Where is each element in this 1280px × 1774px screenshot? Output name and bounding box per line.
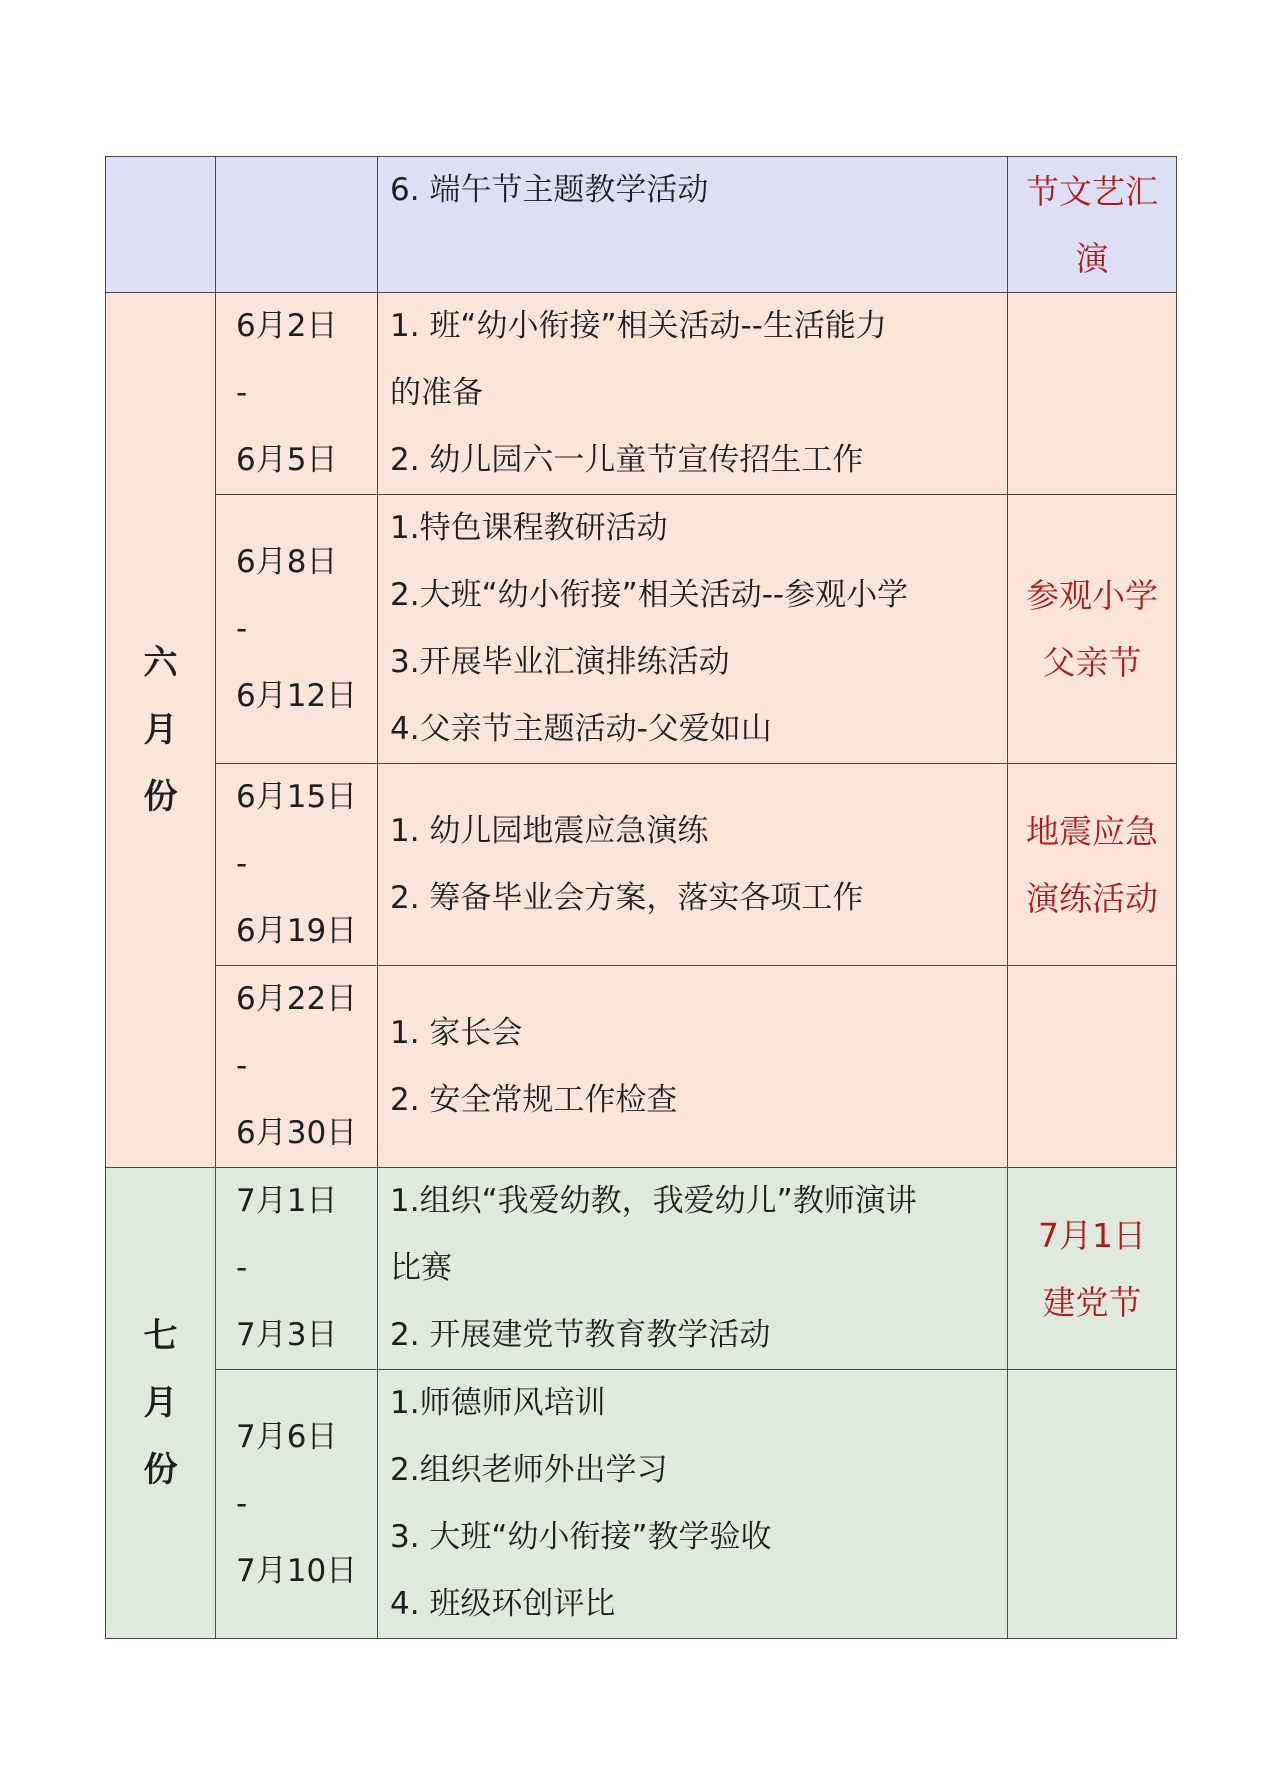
note-line: 父亲节 bbox=[1042, 643, 1142, 682]
note-line: 参观小学 bbox=[1026, 576, 1158, 615]
note-line: 节文艺汇 bbox=[1026, 171, 1158, 211]
table-row bbox=[106, 1370, 1177, 1639]
notes-cell bbox=[1008, 1370, 1177, 1639]
table-row bbox=[106, 764, 1177, 966]
date-end: 6月12日 bbox=[236, 677, 358, 714]
date-cell bbox=[216, 764, 378, 966]
activity-plan-table bbox=[105, 156, 1177, 1639]
date-start: 6月2日 bbox=[236, 308, 338, 344]
activity-line: 1.特色课程教研活动 bbox=[390, 510, 668, 546]
activity-line: 2. 开展建党节教育教学活动 bbox=[390, 1317, 771, 1353]
date-cell bbox=[216, 495, 378, 764]
date-start: 7月6日 bbox=[236, 1418, 338, 1455]
month-cell bbox=[106, 157, 216, 293]
date-end: 7月10日 bbox=[236, 1552, 358, 1589]
activity-line: 4.父亲节主题活动-父爱如山 bbox=[390, 711, 772, 747]
activity-line: 的准备 bbox=[390, 375, 483, 411]
month-cell-july bbox=[106, 1168, 216, 1639]
activities-cell bbox=[378, 495, 1008, 764]
date-cell bbox=[216, 293, 378, 495]
activities-cell bbox=[378, 966, 1008, 1168]
month-char: 月 bbox=[143, 709, 178, 750]
note-line: 演 bbox=[1075, 238, 1109, 278]
notes-cell bbox=[1008, 966, 1177, 1168]
month-char: 份 bbox=[143, 1449, 178, 1490]
activity-line: 2. 筹备毕业会方案，落实各项工作 bbox=[390, 879, 864, 916]
activities-cell bbox=[378, 157, 1008, 293]
date-separator: - bbox=[236, 610, 248, 647]
date-cell bbox=[216, 1370, 378, 1639]
date-separator: - bbox=[236, 375, 248, 411]
date-start: 6月22日 bbox=[236, 981, 358, 1017]
notes-cell bbox=[1008, 157, 1177, 293]
month-char: 份 bbox=[143, 776, 178, 817]
date-separator: - bbox=[236, 1485, 248, 1522]
date-separator: - bbox=[236, 846, 248, 882]
date-start: 6月15日 bbox=[236, 779, 358, 815]
notes-cell bbox=[1008, 293, 1177, 495]
activities-cell bbox=[378, 764, 1008, 966]
month-cell-june bbox=[106, 293, 216, 1168]
month-char: 月 bbox=[143, 1382, 178, 1423]
activity-line: 1. 幼儿园地震应急演练 bbox=[390, 812, 709, 849]
date-start: 6月8日 bbox=[236, 543, 338, 580]
activity-line: 2. 安全常规工作检查 bbox=[390, 1081, 678, 1118]
date-end: 6月19日 bbox=[236, 913, 358, 949]
notes-cell bbox=[1008, 764, 1177, 966]
month-char: 七 bbox=[143, 1315, 178, 1356]
activity-line: 3.开展毕业汇演排练活动 bbox=[390, 644, 730, 680]
activity-line: 4. 班级环创评比 bbox=[390, 1586, 616, 1622]
activity-line: 2.大班“幼小衔接”相关活动--参观小学 bbox=[390, 577, 909, 613]
date-start: 7月1日 bbox=[236, 1183, 338, 1219]
notes-cell bbox=[1008, 495, 1177, 764]
activities-cell bbox=[378, 293, 1008, 495]
note-line: 地震应急 bbox=[1026, 811, 1158, 851]
activity-line: 1. 班“幼小衔接”相关活动--生活能力 bbox=[390, 308, 887, 344]
activity-line: 比赛 bbox=[390, 1250, 452, 1286]
table-row bbox=[106, 495, 1177, 764]
table-row bbox=[106, 293, 1177, 495]
activities-cell bbox=[378, 1370, 1008, 1639]
month-char: 六 bbox=[143, 642, 178, 683]
activity-line: 1.师德师风培训 bbox=[390, 1385, 606, 1421]
date-end: 7月3日 bbox=[236, 1317, 338, 1353]
date-cell bbox=[216, 1168, 378, 1370]
activity-line: 2.组织老师外出学习 bbox=[390, 1452, 668, 1488]
activity-line: 1. 家长会 bbox=[390, 1014, 523, 1051]
note-line: 演练活动 bbox=[1026, 878, 1158, 918]
table-row bbox=[106, 1168, 1177, 1370]
table-row bbox=[106, 157, 1177, 293]
date-separator: - bbox=[236, 1250, 248, 1286]
notes-cell bbox=[1008, 1168, 1177, 1370]
date-end: 6月30日 bbox=[236, 1115, 358, 1151]
date-cell bbox=[216, 157, 378, 293]
date-separator: - bbox=[236, 1048, 248, 1084]
activity-line: 6. 端午节主题教学活动 bbox=[390, 172, 709, 208]
note-line: 7月1日 bbox=[1038, 1215, 1146, 1255]
activity-line: 2. 幼儿园六一儿童节宣传招生工作 bbox=[390, 442, 864, 478]
date-end: 6月5日 bbox=[236, 442, 338, 478]
activities-cell bbox=[378, 1168, 1008, 1370]
table-row bbox=[106, 966, 1177, 1168]
note-line: 建党节 bbox=[1042, 1282, 1142, 1322]
activity-line: 3. 大班“幼小衔接”教学验收 bbox=[390, 1519, 772, 1555]
date-cell bbox=[216, 966, 378, 1168]
activity-line: 1.组织“我爱幼教，我爱幼儿”教师演讲 bbox=[390, 1183, 917, 1219]
